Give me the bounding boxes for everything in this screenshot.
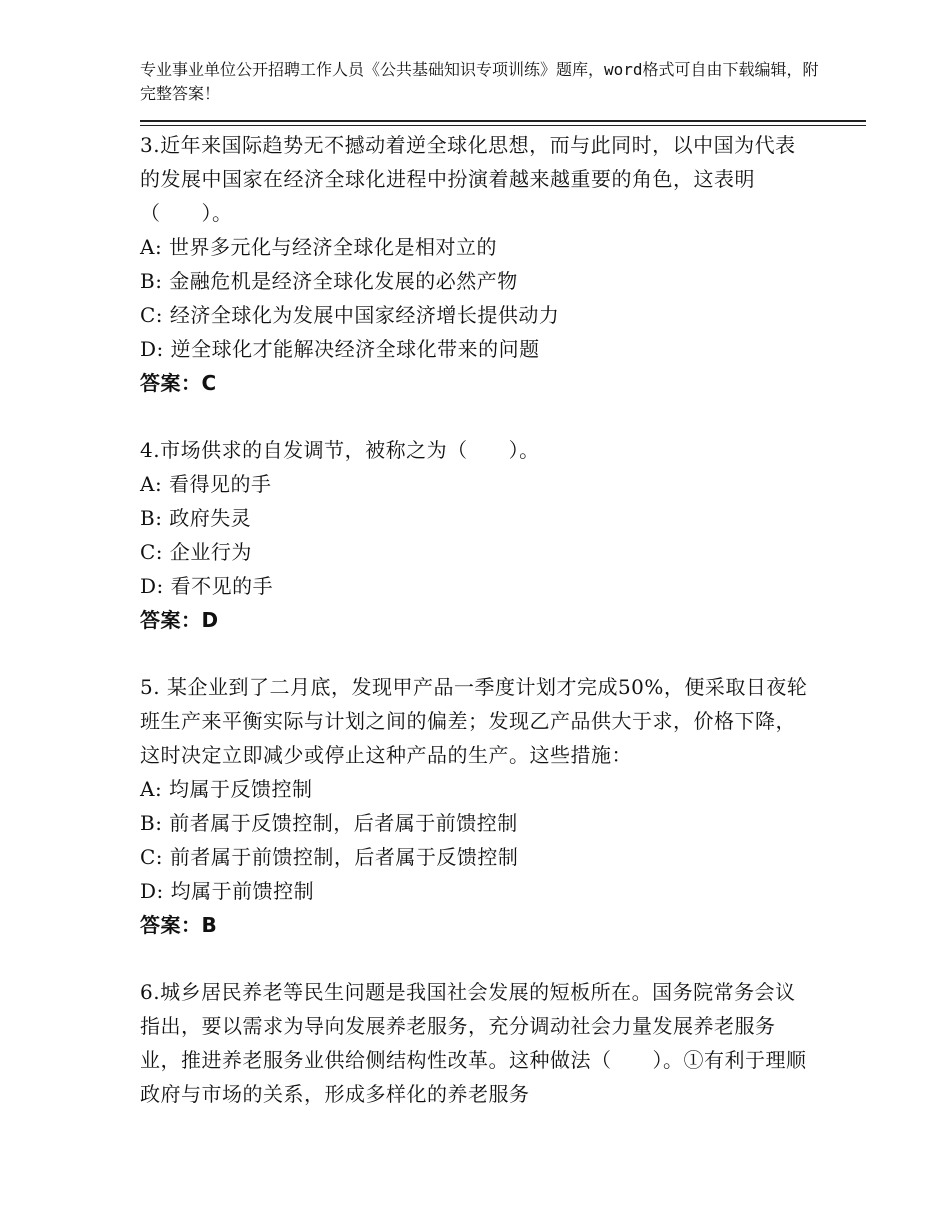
option-d: D: 逆全球化才能解决经济全球化带来的问题 xyxy=(140,337,540,361)
answer: 答案：B xyxy=(140,913,218,937)
question-stem: 4.市场供求的自发调节，被称之为（ ）。 xyxy=(140,438,540,462)
option-c: C: 经济全球化为发展中国家经济增长提供动力 xyxy=(140,303,560,327)
option-c: C: 前者属于前馈控制，后者属于反馈控制 xyxy=(140,845,519,869)
answer: 答案：D xyxy=(140,608,219,632)
question-4 xyxy=(140,433,810,637)
page-header: 专业事业单位公开招聘工作人员《公共基础知识专项训练》题库，word格式可自由下载编辑，附完整答案！ xyxy=(140,60,819,103)
question-3 xyxy=(140,128,810,400)
question-5 xyxy=(140,670,810,942)
question-stem: 5. 某企业到了二月底，发现甲产品一季度计划才完成50%，便采取日夜轮班生产来平衡实际与计划之间的偏差；发现乙产品供大于求，价格下降，这时决定立即减少或停止这种产品的生产。这些措施： xyxy=(140,675,808,767)
option-b: B: 前者属于反馈控制，后者属于前馈控制 xyxy=(140,811,518,835)
option-c: C: 企业行为 xyxy=(140,540,252,564)
question-list xyxy=(140,128,810,1144)
question-stem: 3.近年来国际趋势无不撼动着逆全球化思想，而与此同时，以中国为代表的发展中国家在经济全球化进程中扮演着越来越重要的角色，这表明（ ）。 xyxy=(140,133,796,225)
option-a: A: 看得见的手 xyxy=(140,472,272,496)
option-b: B: 政府失灵 xyxy=(140,506,252,530)
question-stem: 6.城乡居民养老等民生问题是我国社会发展的短板所在。国务院常务会议指出，要以需求为导向发展养老服务，充分调动社会力量发展养老服务业，推进养老服务业供给侧结构性改革。这种做法（ ）。①有利于理顺政府与市场的关系，形成多样化的养老服务 xyxy=(140,980,807,1106)
option-b: B: 金融危机是经济全球化发展的必然产物 xyxy=(140,269,518,293)
question-6 xyxy=(140,975,810,1111)
option-a: A: 世界多元化与经济全球化是相对立的 xyxy=(140,235,498,259)
answer: 答案：C xyxy=(140,371,217,395)
header-divider-thick xyxy=(140,120,866,122)
header-divider-thin xyxy=(140,125,866,126)
option-d: D: 均属于前馈控制 xyxy=(140,879,315,903)
option-a: A: 均属于反馈控制 xyxy=(140,777,313,801)
option-d: D: 看不见的手 xyxy=(140,574,274,598)
